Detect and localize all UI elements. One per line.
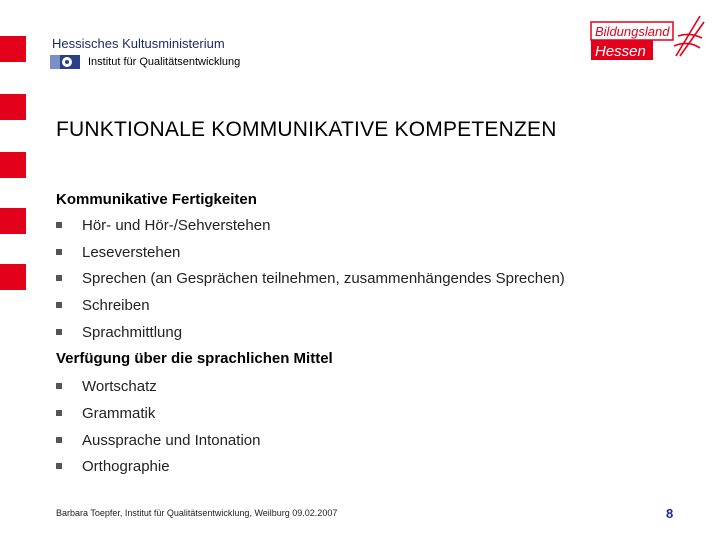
list-item: Sprechen (an Gesprächen teilnehmen, zusammenhängendes Sprechen) xyxy=(56,269,565,287)
svg-text:Hessen: Hessen xyxy=(595,43,646,60)
slide-title: FUNKTIONALE KOMMUNIKATIVE KOMPETENZEN xyxy=(56,118,557,141)
footer-credit: Barbara Toepfer, Institut für Qualitätsentwicklung, Weilburg 09.02.2007 xyxy=(56,508,338,518)
ministry-name: Hessisches Kultusministerium xyxy=(52,36,225,51)
institute-logo-icon xyxy=(50,55,80,69)
red-square-5 xyxy=(0,264,26,290)
svg-text:Bildungsland: Bildungsland xyxy=(595,24,670,39)
bullet-square-icon xyxy=(56,275,62,281)
institute-name: Institut für Qualitätsentwicklung xyxy=(88,56,241,68)
section-heading-linguistic-means: Verfügung über die sprachlichen Mittel xyxy=(56,350,333,367)
list-item: Schreiben xyxy=(56,296,150,314)
red-square-2 xyxy=(0,94,26,120)
red-square-3 xyxy=(0,152,26,178)
red-square-1 xyxy=(0,36,26,62)
list-item: Grammatik xyxy=(56,404,155,422)
list-item: Aussprache und Intonation xyxy=(56,431,260,449)
bullet-square-icon xyxy=(56,463,62,469)
bullet-square-icon xyxy=(56,249,62,255)
bullet-square-icon xyxy=(56,222,62,228)
list-item: Wortschatz xyxy=(56,377,157,395)
list-item: Hör- und Hör-/Sehverstehen xyxy=(56,216,270,234)
list-item: Orthographie xyxy=(56,457,170,475)
section-heading-communicative-skills: Kommunikative Fertigkeiten xyxy=(56,191,257,208)
bullet-square-icon xyxy=(56,383,62,389)
bullet-square-icon xyxy=(56,302,62,308)
bullet-square-icon xyxy=(56,410,62,416)
page-number: 8 xyxy=(666,506,674,521)
bullet-square-icon xyxy=(56,437,62,443)
bullet-square-icon xyxy=(56,329,62,335)
institute-row xyxy=(50,54,240,70)
list-item: Leseverstehen xyxy=(56,243,180,261)
red-square-4 xyxy=(0,208,26,234)
list-item: Sprachmittlung xyxy=(56,323,182,341)
bildungsland-hessen-logo xyxy=(590,12,706,64)
